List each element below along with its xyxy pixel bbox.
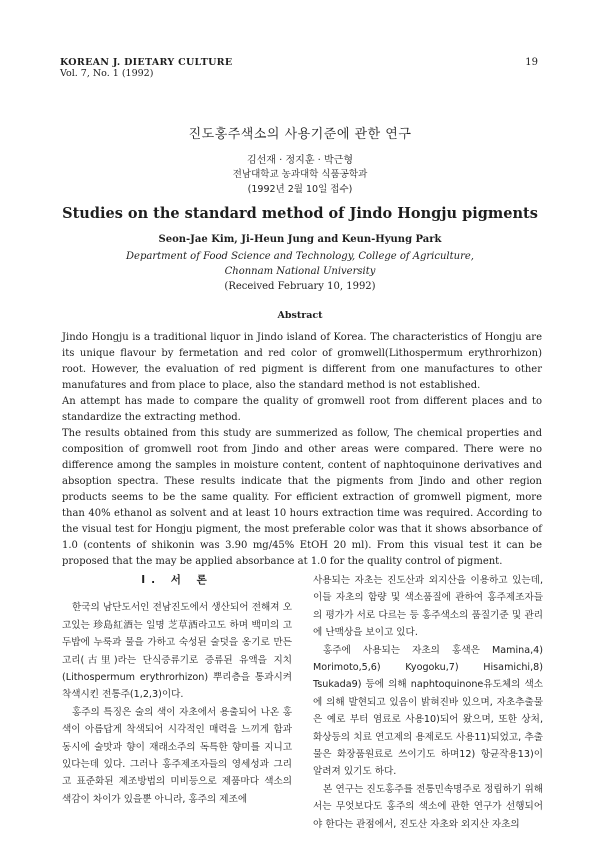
body-right-column xyxy=(313,572,543,833)
abstract-body xyxy=(62,330,542,570)
abstract-paragraph: An attempt has made to compare the quality of gromwell root from different places and to standardize the extracting method. xyxy=(62,396,542,423)
english-affiliation-line2: Chonnam National University xyxy=(224,266,376,277)
section-heading: I. 서 론 xyxy=(141,574,213,586)
body-left-column xyxy=(62,572,292,808)
body-paragraph: 홍주에 사용되는 자초의 홍색은 Mamina,4) Morimoto,5,6) Kyogoku,7) Hisamichi,8) Tsukada9) 등에 의해 naphtoquinone유도체의 색소에 의해 발현되고 있음이 밝혀진바 있으며, 자초추출물은 예로 부터 염료로 사용10)되어 왔으며, 또한 상처, 화상등의 치료 연고제의 용제로도 사용11)되었고, 추출물은 화장품원료로 쓰이기도 하며12) 항균작용13)이 알려져 있기도 하다. xyxy=(313,644,543,778)
korean-title: 진도홍주색소의 사용기준에 관한 연구 xyxy=(188,127,412,142)
english-authors: Seon-Jae Kim, Ji-Heun Jung and Keun-Hyung Park xyxy=(158,234,442,245)
english-affiliation-line1: Department of Food Science and Technology, College of Agriculture, xyxy=(126,251,474,262)
page-number: 19 xyxy=(525,57,538,68)
abstract-paragraph: Jindo Hongju is a traditional liquor in Jindo island of Korea. The characteristics of Hongju are its unique flavour by fermetation and red color of gromwell(Lithospermum erythrorhizon) root. However, the evaluation of red pigment is different from one manufactures to other manufatures and from place to place, also the standard method is not established. xyxy=(62,332,542,391)
journal-info xyxy=(60,57,232,79)
body-paragraph: 사용되는 자초는 진도산과 외지산을 이용하고 있는데, 이들 자초의 함량 및 색소품질에 관하여 홍주제조자들의 평가가 서로 다르는 등 홍주색소의 품질기준 및 관리에 난맥상을 보이고 있다. xyxy=(313,575,543,639)
journal-name: KOREAN J. DIETARY CULTURE xyxy=(60,57,233,68)
abstract-paragraph: The results obtained from this study are summerized as follow, The chemical properties and composition of gromwell root from Jindo and other areas were compared. There were no difference among the samples in moisture content, content of naphtoquinone derivatives and absoption spectra. These results indicate that the pigments from Jindo and other region products seems to be the same quality. For efficient extraction of gromwell pigment, more than 40% ethanol as solvent and at least 10 hours extraction time was required. According to the visual test for Hongju pigment, the most preferable color was that it shows absorbance of 1.0 (contents of shikonin was 3.90 mg/45% EtOH 20 ml). From this visual test it can be proposed that the may be applied absorbance at 1.0 for the quality control of pigment. xyxy=(62,428,542,567)
body-paragraph: 홍주의 특징은 술의 색이 자초에서 용출되어 나온 홍색이 아름답게 착색되어 시각적인 매력을 느끼게 함과 동시에 술맛과 향이 재래소주의 독특한 향미를 지니고 있다는데 있다. 그러나 홍주제조자들의 영세성과 그리고 표준화된 제조방법의 미비등으로 제품마다 색소의 색감이 차이가 있을뿐 아니라, 홍주의 제조에 xyxy=(62,706,292,805)
abstract-heading: Abstract xyxy=(277,310,323,321)
korean-affiliation: 전남대학교 농과대학 식품공학과 xyxy=(232,169,368,180)
korean-authors: 김선재 · 정지훈 · 박근형 xyxy=(246,155,353,166)
english-received-date: (Received February 10, 1992) xyxy=(224,281,376,292)
body-paragraph: 한국의 남단도서인 전남진도에서 생산되어 전해져 오고있는 珍島紅酒는 일명 芝草酒라고도 하며 백미의 고두밥에 누룩과 물을 가하고 숙성된 술덧을 옹기로 만든 고리(古里)라는 단식증류기로 증류된 유액을 지치(Lithospermum erythrorhizon) 뿌리층을 통과시켜 착색시킨 전통주(1,2,3)이다. xyxy=(62,602,292,701)
english-title: Studies on the standard method of Jindo Hongju pigments xyxy=(62,205,538,222)
korean-received-date: (1992년 2월 10일 접수) xyxy=(247,184,353,195)
journal-volume: Vol. 7, No. 1 (1992) xyxy=(60,68,154,79)
body-paragraph: 본 연구는 진도홍주를 전통민속명주로 정립하기 위해서는 무엇보다도 홍주의 색소에 관한 연구가 선행되어야 한다는 관점에서, 진도산 자초와 외지산 자초의 xyxy=(313,783,543,830)
